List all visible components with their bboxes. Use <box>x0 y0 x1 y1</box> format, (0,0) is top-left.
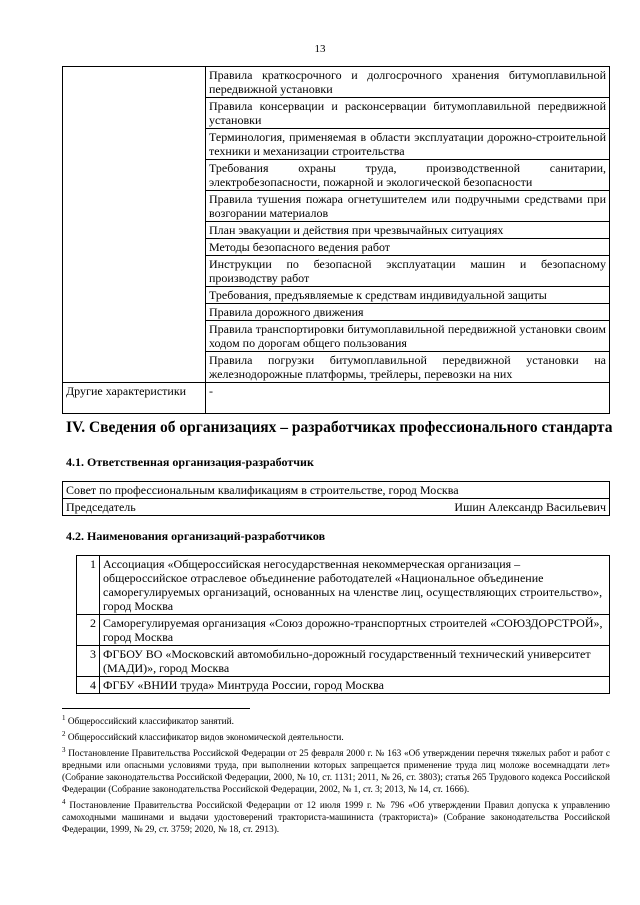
other-characteristics-row <box>63 383 610 414</box>
footnote <box>62 728 610 744</box>
org-name-row <box>63 482 610 499</box>
footnote-mark: 3 <box>62 746 66 755</box>
requirement-cell: План эвакуации и действия при чрезвычайных ситуациях <box>206 222 610 239</box>
org-name: Ассоциация «Общероссийская негосударственная некоммерческая организация – общероссийское отраслевое объединение работодателей «Национальное объединение саморегулируемых организаций, основанных на членстве лиц, осуществляющих строительство», город Москва <box>100 556 610 615</box>
footnote-mark: 1 <box>62 714 66 722</box>
org-name: ФГБУ «ВНИИ труда» Минтруда России, город Москва <box>100 677 610 694</box>
requirement-cell: Правила погрузки битумоплавильной передвижной установки на железнодорожные платформы, трейлеры, перевозки на них <box>206 352 610 383</box>
table-row <box>77 677 610 694</box>
requirement-cell: Правила консервации и расконсервации битумоплавильной передвижной установки <box>206 98 610 129</box>
table-row <box>63 67 610 98</box>
requirement-cell: Методы безопасного ведения работ <box>206 239 610 256</box>
org-name: Совет по профессиональным квалификациям в строительстве, город Москва <box>63 482 610 499</box>
footnote-text: Постановление Правительства Российской Федерации от 12 июля 1999 г. № 796 «Об утверждении Правил допуска к управлению самоходными машинами и выдачи удостоверений тракториста-машиниста (тракториста)» (Собрание законодательства Российской Федерации, 1999, № 29, ст. 3759; 2020, № 18, ст. 2913). <box>62 801 610 836</box>
chair-label: Председатель <box>66 500 136 514</box>
requirement-cell: Требования, предъявляемые к средствам индивидуальной защиты <box>206 287 610 304</box>
chair-row <box>63 499 610 516</box>
footnote-mark: 2 <box>62 730 66 739</box>
footnote <box>62 744 610 796</box>
table-row <box>77 556 610 615</box>
table-row <box>77 646 610 677</box>
requirement-cell: Правила транспортировки битумоплавильной передвижной установки своим ходом по дорогам общего пользования <box>206 321 610 352</box>
footnotes <box>62 712 610 836</box>
footnote-mark: 4 <box>62 798 66 807</box>
other-characteristics-value: - <box>206 383 610 414</box>
org-number: 2 <box>77 615 100 646</box>
table-row <box>77 615 610 646</box>
chair-name: Ишин Александр Васильевич <box>454 500 606 514</box>
section-iv-title: IV. Сведения об организациях – разработчиках профессионального стандарта <box>66 419 613 436</box>
footnote-text: Постановление Правительства Российской Федерации от 25 февраля 2000 г. № 163 «Об утверждении перечня тяжелых работ и работ с вредными или опасными условиями труда, при выполнении которых запрещается применение труда лиц моложе восемнадцати лет» (Собрание законодательства Российской Федерации, 2000, № 10, ст. 1131; 2011, № 26, ст. 3803); статья 265 Трудового кодекса Российской Федерации (Собрание законодательства Российской Федерации, 2002, № 1, ст. 3; 2013, № 14, ст. 1666). <box>62 749 610 796</box>
org-number: 1 <box>77 556 100 615</box>
subsection-4-1-title: 4.1. Ответственная организация-разработчик <box>66 455 314 469</box>
org-name: Саморегулируемая организация «Союз дорожно-транспортных строителей «СОЮЗДОРСТРОЙ», город Москва <box>100 615 610 646</box>
other-characteristics-label: Другие характеристики <box>63 383 206 414</box>
org-name: ФГБОУ ВО «Московский автомобильно-дорожный государственный технический университет (МАДИ)», город Москва <box>100 646 610 677</box>
requirement-cell: Правила дорожного движения <box>206 304 610 321</box>
footnote <box>62 712 610 728</box>
footnote-divider <box>62 708 250 709</box>
requirement-cell: Терминология, применяемая в области эксплуатации дорожно-строительной техники и механизации строительства <box>206 129 610 160</box>
requirement-cell: Правила краткосрочного и долгосрочного хранения битумоплавильной передвижной установки <box>206 67 610 98</box>
org-number: 4 <box>77 677 100 694</box>
subsection-4-2-title: 4.2. Наименования организаций-разработчиков <box>66 529 326 543</box>
footnote <box>62 796 610 836</box>
requirements-table <box>62 66 610 414</box>
page-number: 13 <box>314 43 326 55</box>
footnote-text: Общероссийский классификатор занятий. <box>65 717 234 728</box>
requirement-cell: Инструкции по безопасной эксплуатации машин и безопасному производству работ <box>206 256 610 287</box>
requirement-cell: Правила тушения пожара огнетушителем или подручными средствами при возгорании материалов <box>206 191 610 222</box>
developer-orgs-table <box>76 555 610 694</box>
requirement-cell: Требования охраны труда, производственной санитарии, электробезопасности, пожарной и экологической безопасности <box>206 160 610 191</box>
org-number: 3 <box>77 646 100 677</box>
footnote-text: Общероссийский классификатор видов экономической деятельности. <box>65 733 344 744</box>
empty-label-cell <box>63 67 206 383</box>
responsible-org-table <box>62 481 610 516</box>
